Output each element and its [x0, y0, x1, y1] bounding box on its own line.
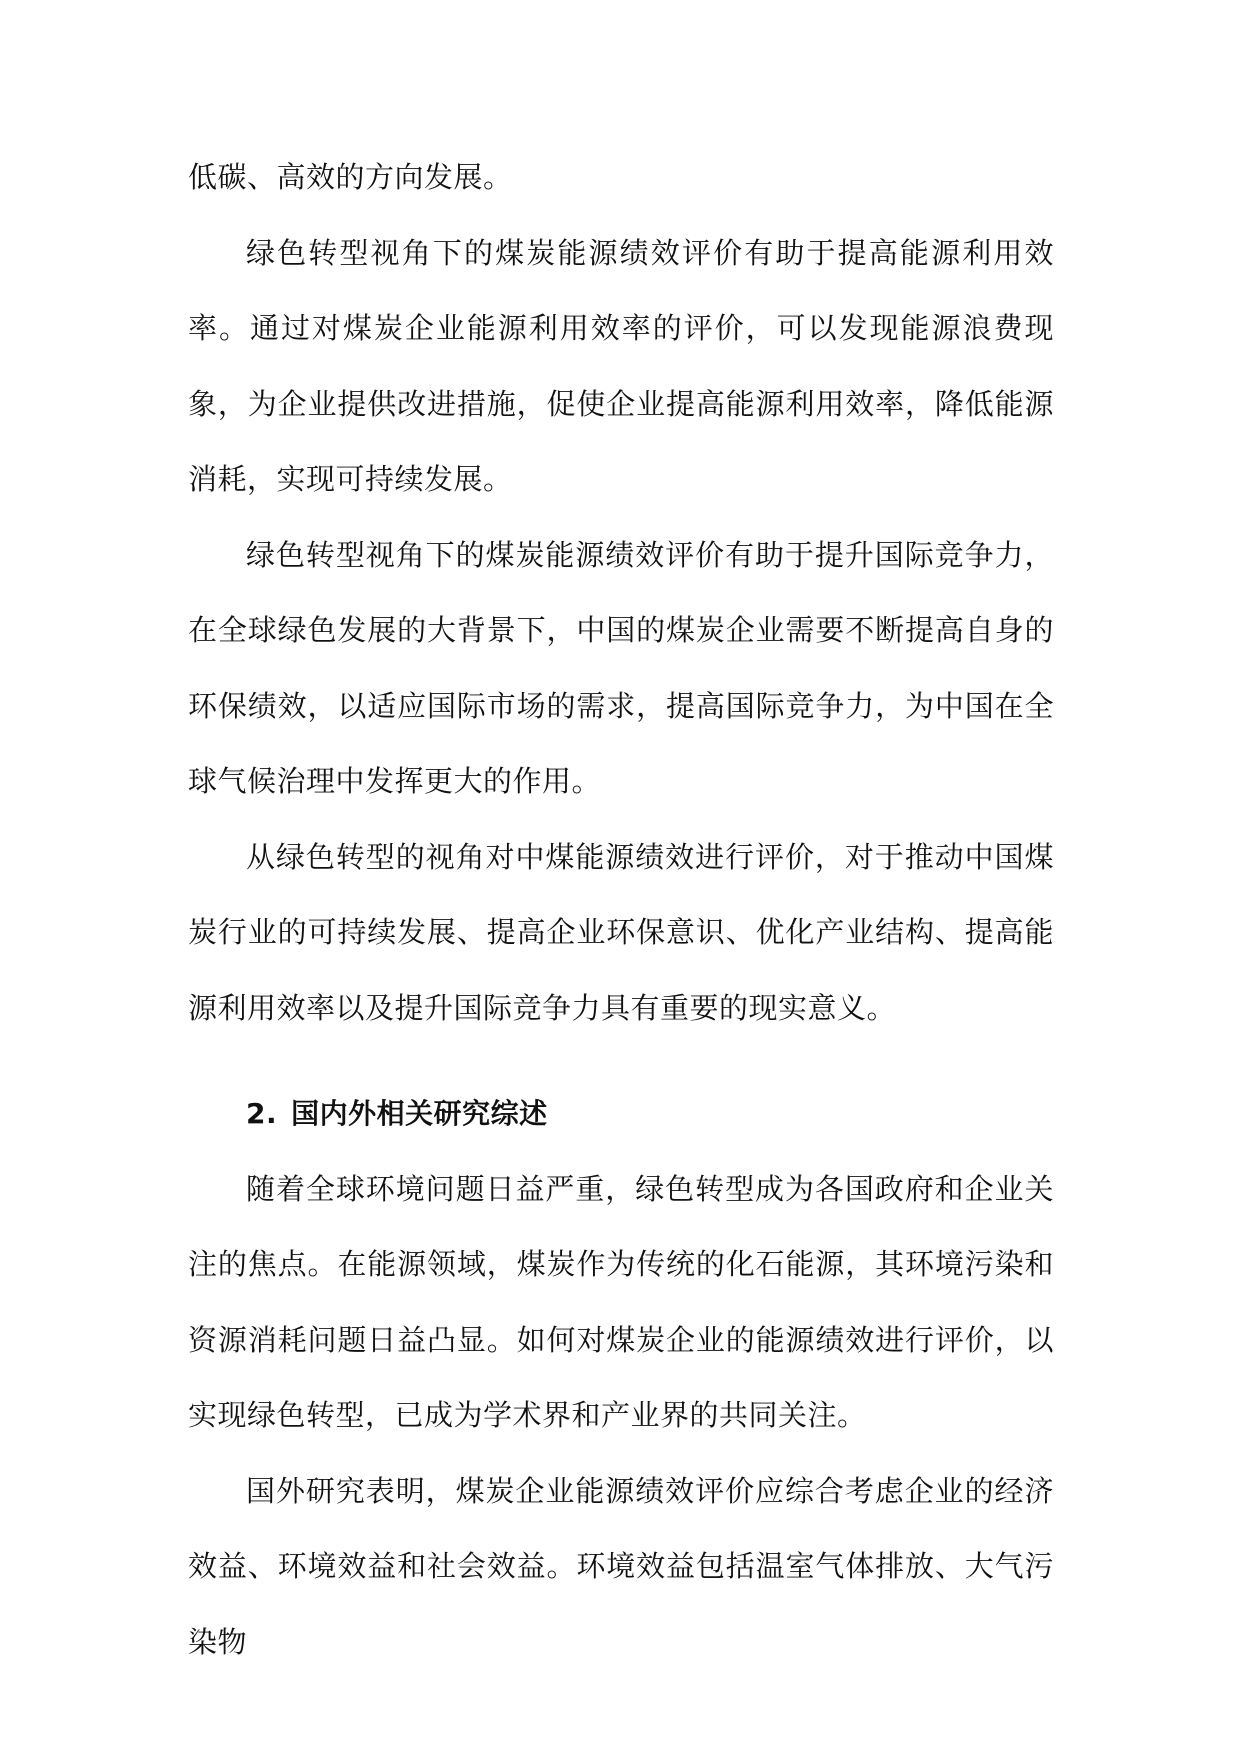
paragraph-foreign-research: 国外研究表明，煤炭企业能源绩效评价应综合考虑企业的经济效益、环境效益和社会效益。环境效益包括温室气体排放、大气污染物: [188, 1473, 1054, 1659]
paragraph-research-background: 随着全球环境问题日益严重，绿色转型成为各国政府和企业关注的焦点。在能源领域，煤炭作为传统的化石能源，其环境污染和资源消耗问题日益凸显。如何对煤炭企业的能源绩效进行评价，以实现绿色转型，已成为学术界和产业界的共同关注。: [188, 1171, 1054, 1432]
section-title: 国内外相关研究综述: [291, 1097, 548, 1130]
paragraph-continuation: 低碳、高效的方向发展。: [188, 160, 513, 194]
paragraph-international-competitiveness: 绿色转型视角下的煤炭能源绩效评价有助于提升国际竞争力，在全球绿色发展的大背景下，中国的煤炭企业需要不断提高自身的环保绩效，以适应国际市场的需求，提高国际竞争力，为中国在全球气候治理中发挥更大的作用。: [188, 537, 1054, 798]
section-number: 2.: [246, 1097, 278, 1130]
section-heading: [188, 1076, 1054, 1152]
document-body: [188, 140, 1054, 1680]
paragraph-significance-summary: 从绿色转型的视角对中煤能源绩效进行评价，对于推动中国煤炭行业的可持续发展、提高企业环保意识、优化产业结构、提高能源利用效率以及提升国际竞争力具有重要的现实意义。: [188, 839, 1054, 1025]
paragraph-energy-efficiency: 绿色转型视角下的煤炭能源绩效评价有助于提高能源利用效率。通过对煤炭企业能源利用效率的评价，可以发现能源浪费现象，为企业提供改进措施，促使企业提高能源利用效率，降低能源消耗，实现可持续发展。: [188, 235, 1054, 496]
